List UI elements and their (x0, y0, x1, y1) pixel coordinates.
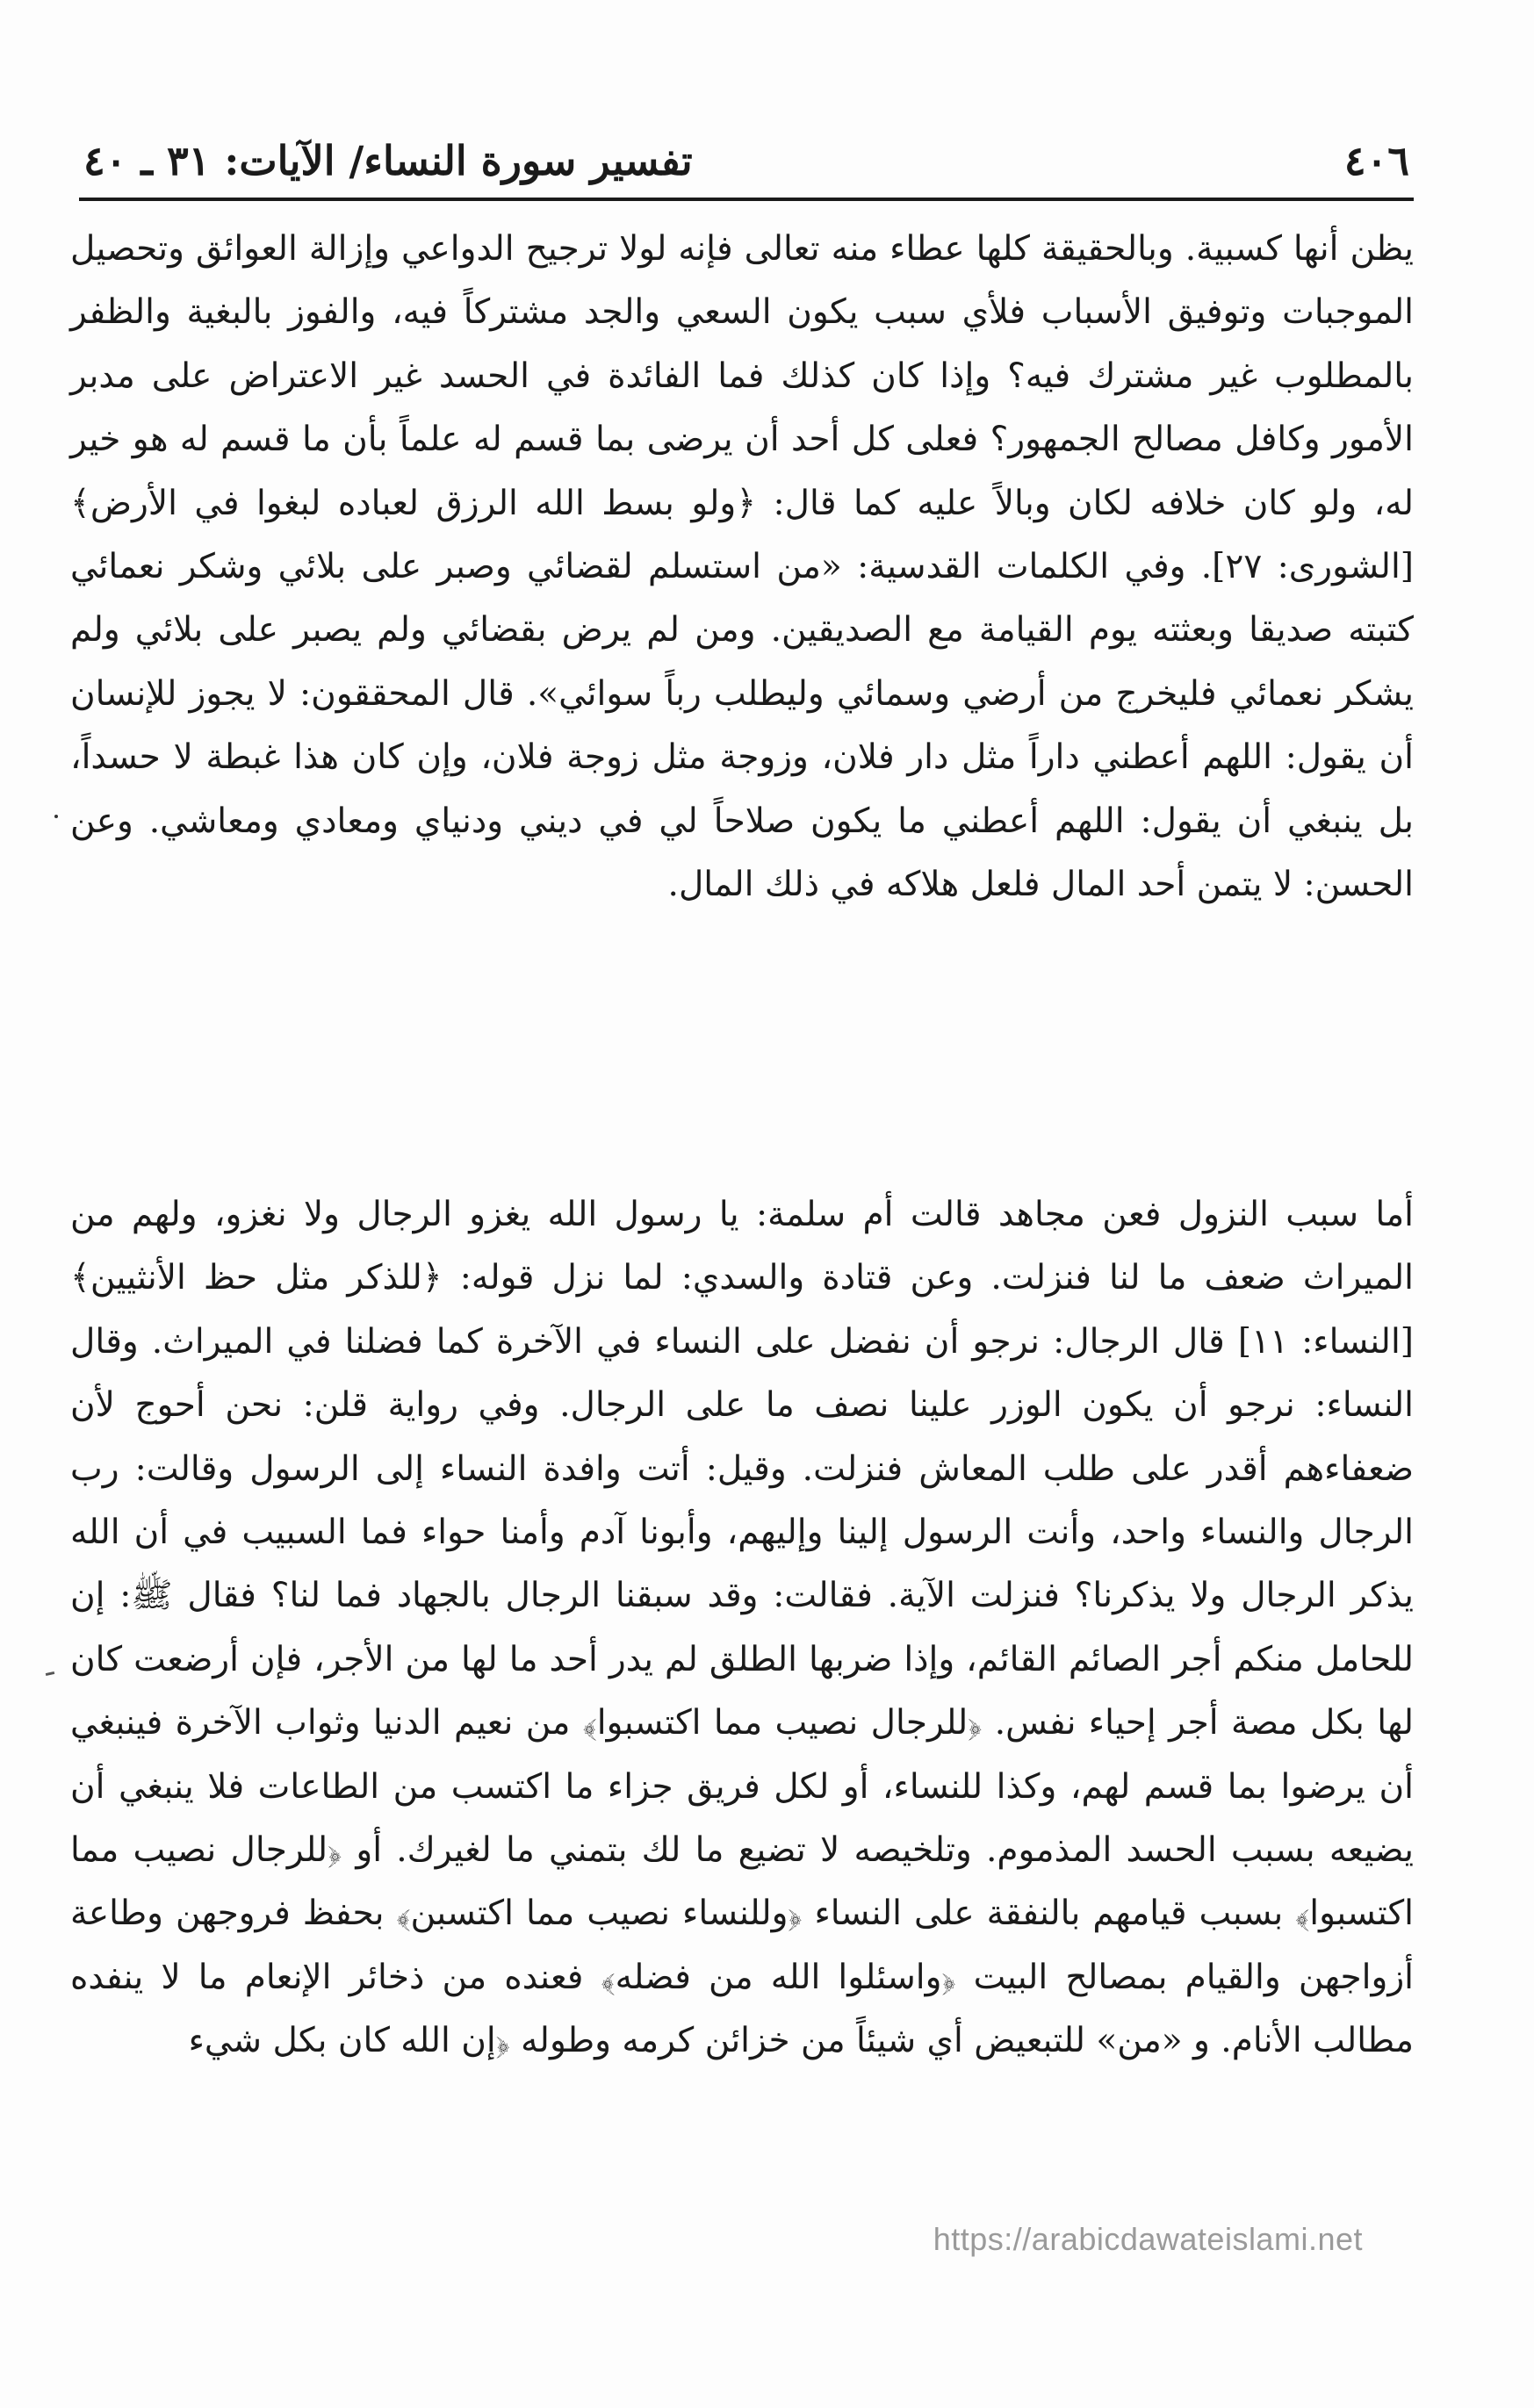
margin-mark (46, 1671, 54, 1676)
body-paragraph-1: يظن أنها كسبية. وبالحقيقة كلها عطاء منه تعالى فإنه لولا ترجيح الدواعي وإزالة العوائق وتحصيل الموجبات وتوفيق الأسباب فلأي سبب يكون السعي والجد مشتركاً فيه، والفوز بالبغية والظفر بالمطلوب غير مشترك فيه؟ وإذا كان كذلك فما الفائدة في الحسد غير الاعتراض على مدبر الأمور وكافل مصالح الجمهور؟ فعلى كل أحد أن يرضى بما قسم له علماً بأن ما قسم له هو خير له، ولو كان خلافه لكان وبالاً عليه كما قال: ﴿ولو بسط الله الرزق لعباده لبغوا في الأرض﴾ [الشورى: ٢٧]. وفي الكلمات القدسية: «من استسلم لقضائي وصبر على بلائي وشكر نعمائي كتبته صديقا وبعثته يوم القيامة مع الصديقين. ومن لم يرض بقضائي ولم يصبر على بلائي ولم يشكر نعمائي فليخرج من أرضي وسمائي وليطلب رباً سوائي». قال المحققون: لا يجوز للإنسان أن يقول: اللهم أعطني داراً مثل دار فلان، وزوجة مثل زوجة فلان، وإن كان هذا غبطة لا حسداً، بل ينبغي أن يقول: اللهم أعطني ما يكون صلاحاً لي في ديني ودنياي ومعادي ومعاشي. وعن الحسن: لا يتمن أحد المال فلعل هلاكه في ذلك المال. (70, 229, 1414, 905)
header-divider (79, 198, 1414, 201)
page-header (83, 132, 1409, 202)
margin-speck (54, 815, 58, 818)
running-title: تفسير سورة النساء/ الآيات: ٣١ ـ ٤٠ (83, 137, 693, 184)
watermark-url: https://arabicdawateislami.net (933, 2221, 1363, 2257)
body-paragraph-2: أما سبب النزول فعن مجاهد قالت أم سلمة: يا رسول الله يغزو الرجال ولا نغزو، ولهم من الميراث ضعف ما لنا فنزلت. وعن قتادة والسدي: لما نزل قوله: ﴿للذكر مثل حظ الأنثيين﴾ [النساء: ١١] قال الرجال: نرجو أن نفضل على النساء في الآخرة كما فضلنا في الميراث. وقال النساء: نرجو أن يكون الوزر علينا نصف ما على الرجال. وفي رواية قلن: نحن أحوج لأن ضعفاءهم أقدر على طلب المعاش فنزلت. وقيل: أتت وافدة النساء إلى الرسول وقالت: رب الرجال والنساء واحد، وأنت الرسول إلينا وإليهم، وأبونا آدم وأمنا حواء فما السبيب في أن الله يذكر الرجال ولا يذكرنا؟ فنزلت الآية. فقالت: وقد سبقنا الرجال بالجهاد فما لنا؟ فقال ﷺ: إن للحامل منكم أجر الصائم القائم، وإذا ضربها الطلق لم يدر أحد ما لها من الأجر، فإن أرضعت كان لها بكل مصة أجر إحياء نفس. ﴿للرجال نصيب مما اكتسبوا﴾ من نعيم الدنيا وثواب الآخرة فينبغي أن يرضوا بما قسم لهم، وكذا للنساء، أو لكل فريق جزاء ما اكتسب من الطاعات فلا ينبغي أن يضيعه بسبب الحسد المذموم. وتلخيصه لا تضيع ما لك بتمني ما لغيرك. أو ﴿للرجال نصيب مما اكتسبوا﴾ بسبب قيامهم بالنفقة على النساء ﴿وللنساء نصيب مما اكتسبن﴾ بحفظ فروجهن وطاعة أزواجهن والقيام بمصالح البيت ﴿واسئلوا الله من فضله﴾ فعنده من ذخائر الإنعام ما لا ينفده مطالب الأنام. و «من» للتبعيض أي شيئاً من خزائن كرمه وطوله ﴿إن الله كان بكل شيء (70, 1195, 1414, 2061)
page-number: ٤٠٦ (1343, 137, 1409, 184)
